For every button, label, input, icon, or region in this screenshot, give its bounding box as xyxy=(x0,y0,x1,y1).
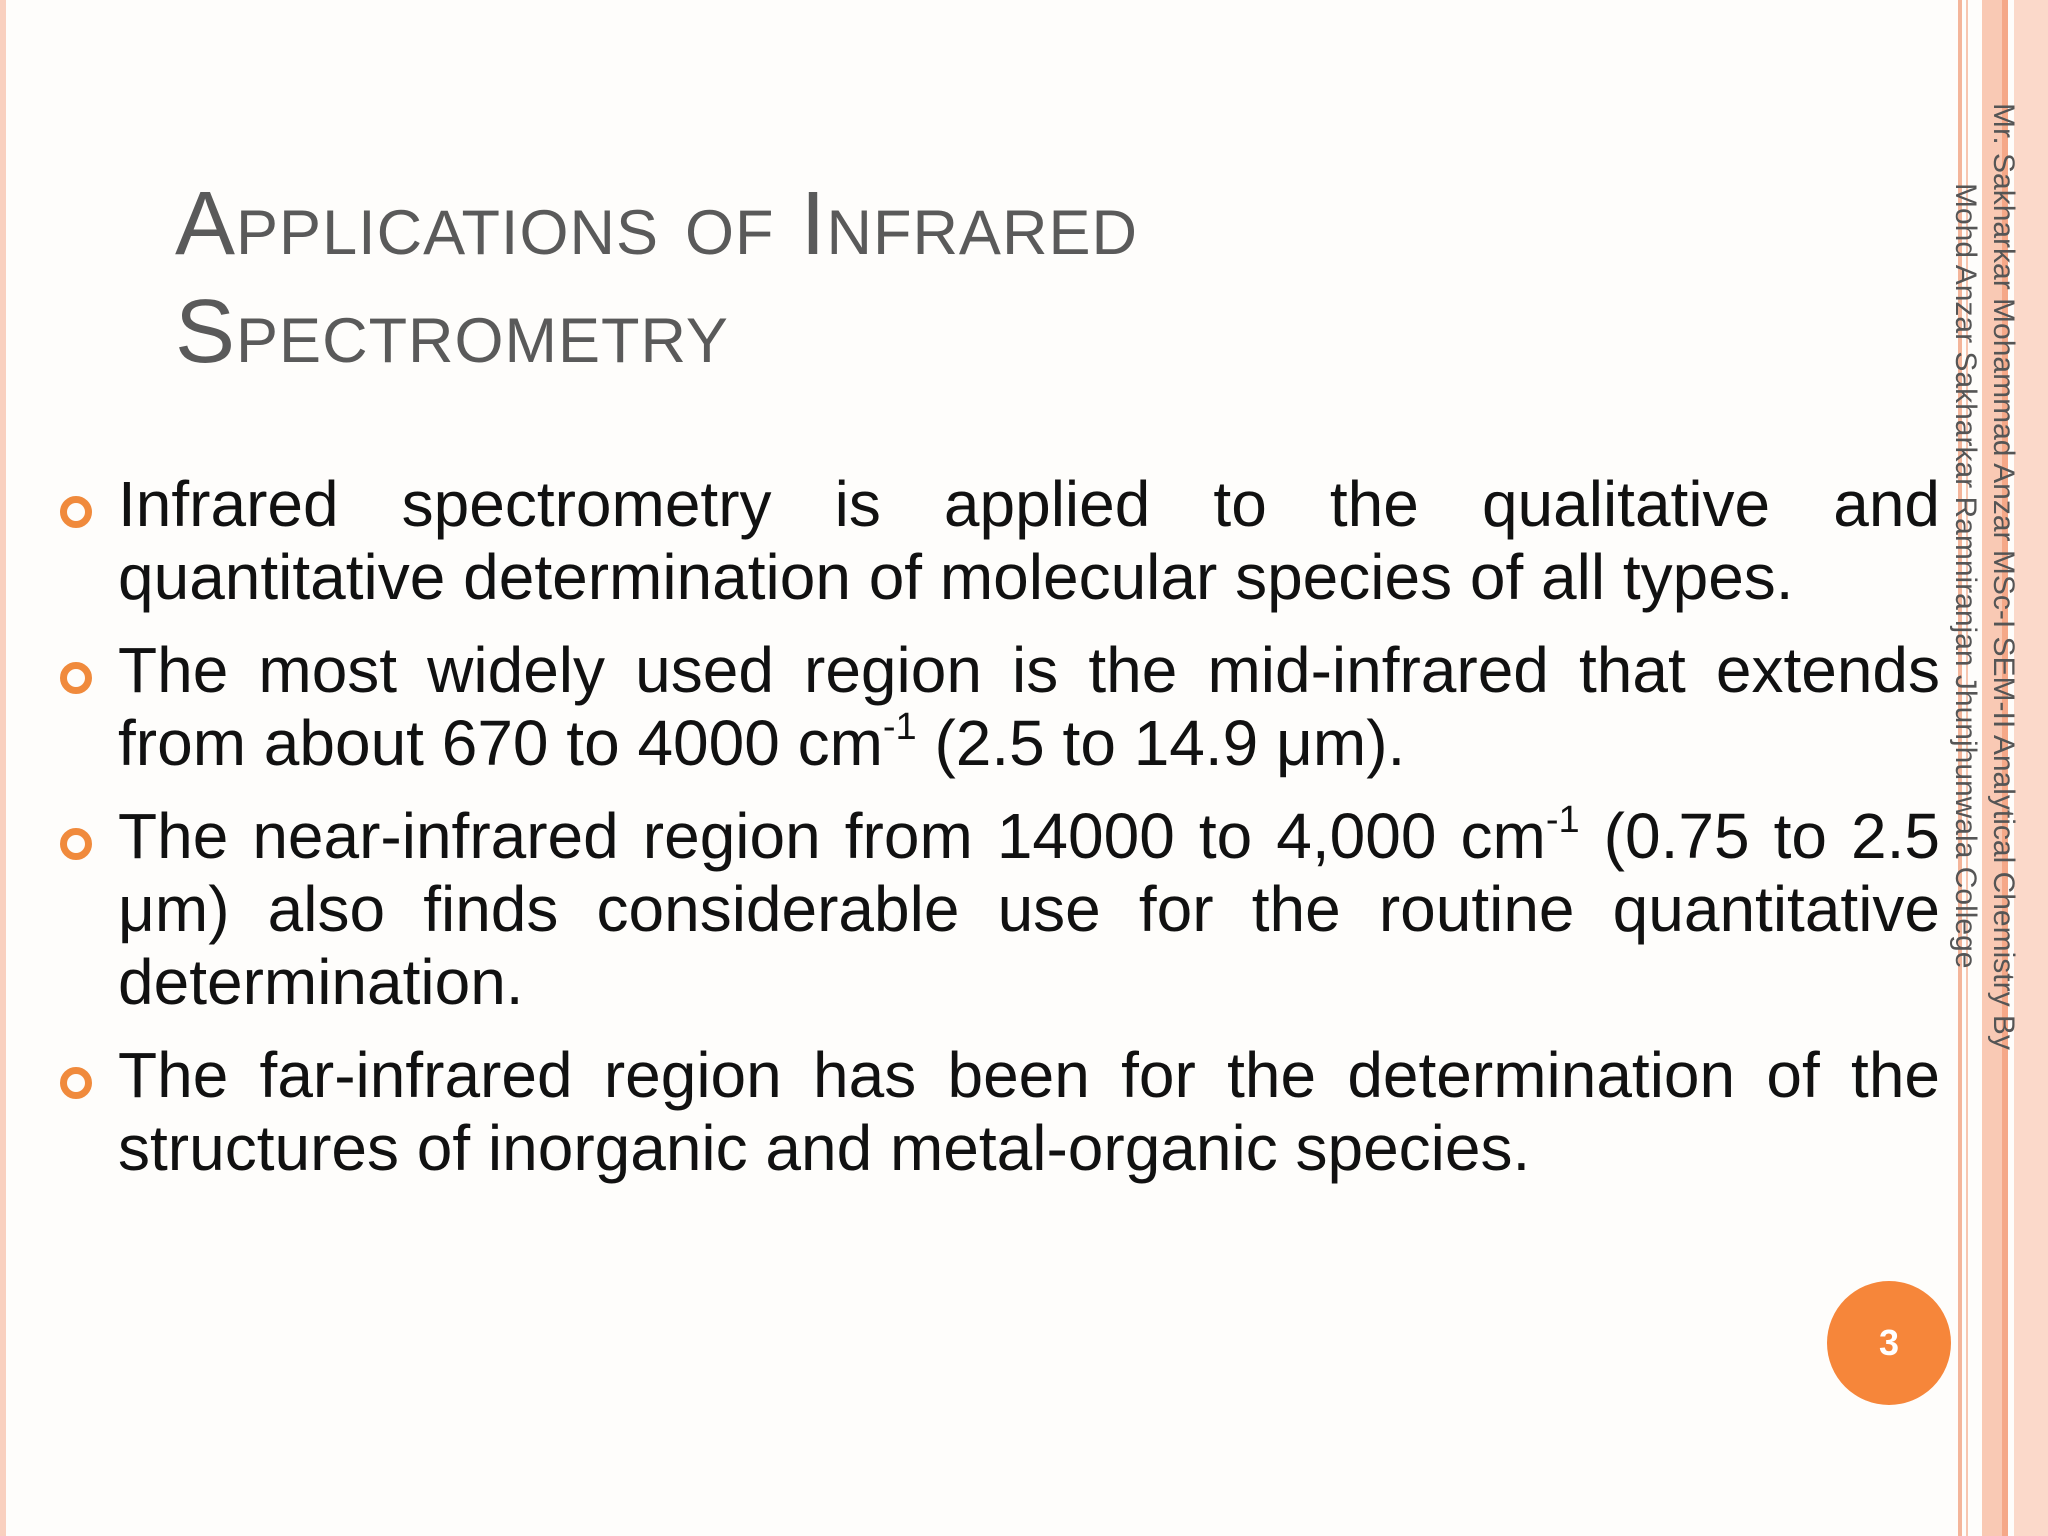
bullet-circle-icon xyxy=(60,496,92,528)
vertical-footer-text: Mr. Sakharkar Mohammad Anzar MSc-I SEM-II Analytical Chemistry By Mohd Anzar Sakharkar Ramniranjan Jhunjhunwala College xyxy=(1949,102,2020,1050)
bullet-text: The most widely used region is the mid-infrared that extends from about 670 to 4000 cm xyxy=(118,634,1940,779)
bullet-text: (0.75 to 2.5 μm) also finds considerable use for the routine quantitative determination. xyxy=(118,800,1941,1018)
bullet-text: The far-infrared region has been for the determination of the structures of inorganic and metal-organic species. xyxy=(118,1039,1940,1184)
bullet-text: Infrared spectrometry is applied to the qualitative and quantitative determination of molecular species of all types. xyxy=(118,468,1940,613)
left-border-stripe xyxy=(0,0,6,1536)
slide-title: Applications of Infrared Spectrometry xyxy=(175,174,1138,382)
bullet-circle-icon xyxy=(60,828,92,860)
bullet-item xyxy=(56,468,1940,614)
bullet-circle-icon xyxy=(60,662,92,694)
bullet-list xyxy=(56,468,1940,1205)
bullet-text: The near-infrared region from 14000 to 4,000 cm xyxy=(118,800,1546,872)
bullet-item xyxy=(56,634,1940,780)
superscript: -1 xyxy=(882,706,917,748)
bullet-item xyxy=(56,800,1940,1019)
superscript: -1 xyxy=(1545,799,1580,841)
page-number-badge: 3 xyxy=(1827,1281,1951,1405)
bullet-circle-icon xyxy=(60,1067,92,1099)
bullet-text: (2.5 to 14.9 μm). xyxy=(916,707,1406,779)
bullet-item xyxy=(56,1039,1940,1185)
